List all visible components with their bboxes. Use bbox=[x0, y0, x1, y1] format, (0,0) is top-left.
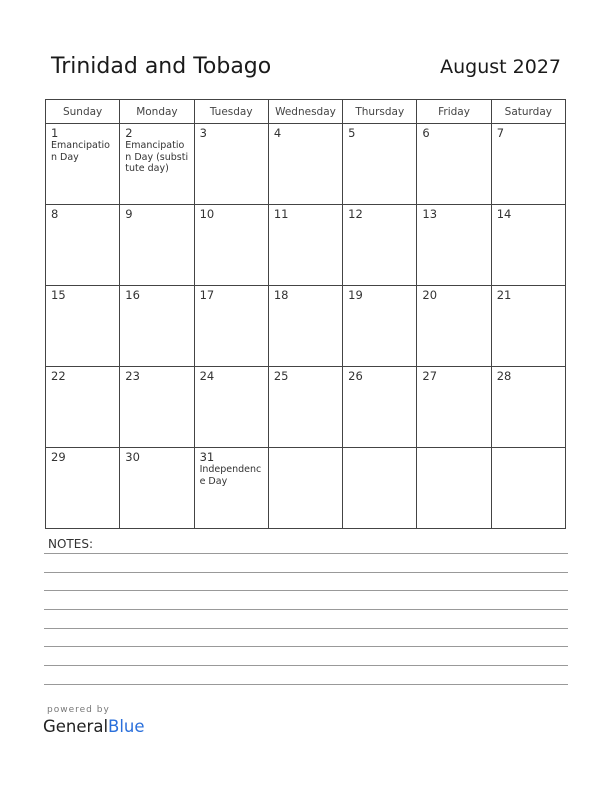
calendar-day-cell bbox=[491, 448, 565, 529]
calendar-day-cell bbox=[268, 124, 342, 205]
calendar-day-cell bbox=[417, 448, 491, 529]
note-line bbox=[44, 590, 568, 591]
day-number: 31 bbox=[199, 450, 215, 464]
calendar-week-row bbox=[46, 124, 566, 205]
calendar-day-cell bbox=[491, 286, 565, 367]
calendar-day-cell bbox=[417, 205, 491, 286]
calendar-week-row bbox=[46, 367, 566, 448]
calendar-day-cell bbox=[417, 286, 491, 367]
calendar-day-cell bbox=[343, 367, 417, 448]
calendar-day-cell bbox=[194, 448, 268, 529]
day-number: 2 bbox=[125, 126, 133, 140]
day-number: 22 bbox=[51, 369, 66, 383]
note-line bbox=[44, 572, 568, 573]
day-number: 8 bbox=[51, 207, 59, 221]
powered-by-text: powered by bbox=[47, 705, 110, 715]
calendar-day-cell bbox=[491, 124, 565, 205]
day-number: 10 bbox=[199, 207, 215, 221]
calendar-day-cell bbox=[46, 448, 120, 529]
day-number: 21 bbox=[496, 288, 512, 302]
calendar-week-row bbox=[46, 205, 566, 286]
day-number: 15 bbox=[51, 288, 66, 302]
weekday-header-row bbox=[46, 100, 566, 124]
calendar-day-cell bbox=[194, 367, 268, 448]
weekday-header: Tuesday bbox=[194, 100, 268, 124]
day-number: 11 bbox=[273, 207, 289, 221]
calendar-day-cell bbox=[268, 286, 342, 367]
day-number: 16 bbox=[125, 288, 140, 302]
weekday-header: Wednesday bbox=[268, 100, 342, 124]
calendar-day-cell bbox=[120, 124, 194, 205]
day-number: 6 bbox=[422, 126, 430, 140]
month-calendar-grid bbox=[45, 99, 566, 529]
day-number: 29 bbox=[51, 450, 66, 464]
note-line bbox=[44, 665, 568, 666]
weekday-header: Thursday bbox=[343, 100, 417, 124]
day-number: 7 bbox=[496, 126, 505, 140]
note-line bbox=[44, 609, 568, 610]
day-number: 19 bbox=[348, 288, 363, 302]
calendar-week-row bbox=[46, 286, 566, 367]
calendar-day-cell bbox=[46, 124, 120, 205]
weekday-header: Sunday bbox=[46, 100, 120, 124]
calendar-day-cell bbox=[491, 205, 565, 286]
note-line bbox=[44, 684, 568, 685]
calendar-day-cell bbox=[194, 205, 268, 286]
brand-general: General bbox=[43, 717, 109, 736]
day-number: 23 bbox=[125, 369, 140, 383]
calendar-day-cell bbox=[120, 367, 194, 448]
day-number: 17 bbox=[199, 288, 215, 302]
day-number: 24 bbox=[199, 369, 215, 383]
note-line bbox=[44, 646, 568, 647]
calendar-day-cell bbox=[268, 448, 342, 529]
calendar-country-title: Trinidad and Tobago bbox=[51, 54, 272, 79]
calendar-day-cell bbox=[491, 367, 565, 448]
calendar-month-title: August 2027 bbox=[440, 56, 561, 78]
day-number: 4 bbox=[273, 126, 282, 140]
calendar-day-cell bbox=[46, 205, 120, 286]
calendar-day-cell bbox=[46, 367, 120, 448]
day-number: 25 bbox=[273, 369, 289, 383]
day-number: 18 bbox=[273, 288, 289, 302]
calendar-day-cell bbox=[343, 286, 417, 367]
day-number: 5 bbox=[348, 126, 356, 140]
generalblue-logo[interactable] bbox=[43, 717, 145, 736]
notes-label: NOTES: bbox=[48, 537, 93, 551]
day-number: 9 bbox=[125, 207, 133, 221]
calendar-day-cell bbox=[343, 205, 417, 286]
calendar-day-cell bbox=[268, 205, 342, 286]
calendar-day-cell bbox=[417, 367, 491, 448]
note-line bbox=[44, 628, 568, 629]
calendar-day-cell bbox=[46, 286, 120, 367]
calendar-day-cell bbox=[120, 448, 194, 529]
holiday-label: Emancipation Day (substitute day) bbox=[125, 140, 189, 174]
brand-blue: Blue bbox=[108, 717, 145, 736]
note-line bbox=[44, 553, 568, 554]
calendar-day-cell bbox=[343, 124, 417, 205]
calendar-day-cell bbox=[268, 367, 342, 448]
day-number: 13 bbox=[422, 207, 438, 221]
calendar-day-cell bbox=[120, 205, 194, 286]
weekday-header: Friday bbox=[417, 100, 491, 124]
calendar-day-cell bbox=[120, 286, 194, 367]
holiday-label: Emancipation Day bbox=[51, 140, 110, 163]
calendar-day-cell bbox=[417, 124, 491, 205]
day-number: 3 bbox=[199, 126, 207, 140]
calendar-day-cell bbox=[194, 286, 268, 367]
weekday-header: Saturday bbox=[491, 100, 565, 124]
day-number: 12 bbox=[348, 207, 363, 221]
day-number: 30 bbox=[125, 450, 140, 464]
day-number: 14 bbox=[496, 207, 512, 221]
day-number: 26 bbox=[348, 369, 363, 383]
day-number: 27 bbox=[422, 369, 438, 383]
day-number: 28 bbox=[496, 369, 512, 383]
calendar-day-cell bbox=[194, 124, 268, 205]
calendar-day-cell bbox=[343, 448, 417, 529]
calendar-week-row bbox=[46, 448, 566, 529]
day-number: 1 bbox=[51, 126, 59, 140]
weekday-header: Monday bbox=[120, 100, 194, 124]
day-number: 20 bbox=[422, 288, 438, 302]
holiday-label: Independence Day bbox=[199, 464, 262, 487]
